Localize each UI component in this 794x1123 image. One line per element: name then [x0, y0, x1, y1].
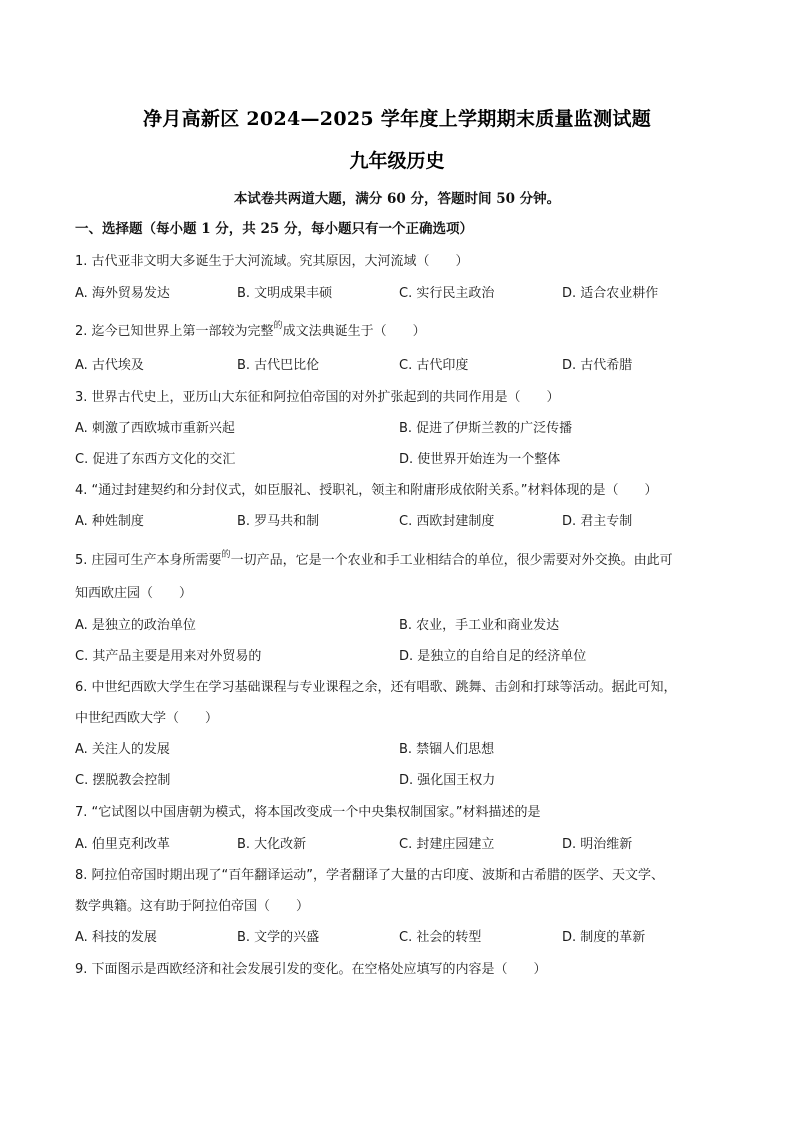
question-6-stem: 6. 中世纪西欧大学生在学习基础课程与专业课程之余，还有唱歌、跳舞、击剑和打球等活动。据此可知，	[75, 680, 677, 695]
question-7-stem: 7. “它试图以中国唐朝为模式，将本国改变成一个中央集权制国家。”材料描述的是	[75, 805, 541, 820]
question-3-option-d: D. 使世界开始连为一个整体	[399, 452, 561, 467]
question-5-option-a: A. 是独立的政治单位	[75, 618, 196, 633]
question-8-stem: 8. 阿拉伯帝国时期出现了“百年翻译运动”，学者翻译了大量的古印度、波斯和古希腊的医学、天文学、	[75, 868, 665, 883]
question-8-option-c: C. 社会的转型	[399, 930, 482, 945]
question-4-option-c: C. 西欧封建制度	[399, 514, 495, 529]
question-5-option-c: C. 其产品主要是用来对外贸易的	[75, 649, 262, 664]
question-1-option-c: C. 实行民主政治	[399, 286, 495, 301]
question-2-option-c: C. 古代印度	[399, 358, 469, 373]
exam-instructions: 本试卷共两道大题，满分 60 分，答题时间 50 分钟。	[233, 191, 561, 207]
question-4-option-a: A. 种姓制度	[75, 514, 144, 529]
question-4-option-d: D. 君主专制	[562, 514, 633, 529]
question-3-option-a: A. 刺激了西欧城市重新兴起	[75, 421, 235, 436]
question-5-stem-line2: 知西欧庄园（ ）	[75, 586, 193, 601]
question-1-option-d: D. 适合农业耕作	[562, 286, 659, 301]
question-1-option-b: B. 文明成果丰硕	[237, 286, 333, 301]
question-8-stem-line2: 数学典籍。这有助于阿拉伯帝国（ ）	[75, 899, 310, 914]
question-2-option-b: B. 古代巴比伦	[237, 358, 320, 373]
question-3-option-c: C. 促进了东西方文化的交汇	[75, 452, 236, 467]
question-7-option-b: B. 大化改新	[237, 837, 307, 852]
question-6-option-b: B. 禁锢人们思想	[399, 742, 495, 757]
question-6-option-c: C. 摆脱教会控制	[75, 773, 171, 788]
question-9-stem: 9. 下面图示是西欧经济和社会发展引发的变化。在空格处应填写的内容是（ ）	[75, 962, 547, 977]
question-7-option-c: C. 封建庄园建立	[399, 837, 495, 852]
question-6-stem-line2: 中世纪西欧大学（ ）	[75, 711, 219, 726]
exam-title: 净月高新区 2024—2025 学年度上学期期末质量监测试题	[143, 108, 651, 130]
question-4-stem: 4. “通过封建契约和分封仪式，如臣服礼、授职礼，领主和附庸形成依附关系。”材料体现的是（ ）	[75, 483, 658, 498]
question-2-stem	[75, 320, 426, 339]
question-6-option-d: D. 强化国王权力	[399, 773, 496, 788]
question-4-option-b: B. 罗马共和制	[237, 514, 320, 529]
question-6-option-a: A. 关注人的发展	[75, 742, 170, 757]
question-8-option-d: D. 制度的革新	[562, 930, 646, 945]
question-5-stem-part1: 5. 庄园可生产本身所需要	[75, 553, 222, 568]
question-1-option-a: A. 海外贸易发达	[75, 286, 170, 301]
section-heading: 一、选择题（每小题 1 分，共 25 分，每小题只有一个正确选项）	[75, 221, 473, 237]
question-5-stem-superscript: 的	[221, 550, 231, 560]
question-2-option-a: A. 古代埃及	[75, 358, 144, 373]
question-2-option-d: D. 古代希腊	[562, 358, 633, 373]
question-5-option-d: D. 是独立的自给自足的经济单位	[399, 649, 587, 664]
question-1-stem: 1. 古代亚非文明大多诞生于大河流域。究其原因，大河流域（ ）	[75, 254, 469, 269]
exam-subject: 九年级历史	[349, 150, 445, 172]
question-3-option-b: B. 促进了伊斯兰教的广泛传播	[399, 421, 573, 436]
question-8-option-a: A. 科技的发展	[75, 930, 157, 945]
question-5-option-b: B. 农业，手工业和商业发达	[399, 618, 560, 633]
question-2-stem-part1: 2. 迄今已知世界上第一部较为完整	[75, 324, 274, 339]
question-2-stem-superscript: 的	[273, 321, 283, 331]
question-2-stem-part2: 成文法典诞生于（ ）	[282, 324, 426, 339]
question-8-option-b: B. 文学的兴盛	[237, 930, 320, 945]
question-7-option-d: D. 明治维新	[562, 837, 633, 852]
question-5-stem	[75, 549, 673, 568]
question-5-stem-part2: 一切产品，它是一个农业和手工业相结合的单位，很少需要对外交换。由此可	[230, 553, 673, 568]
question-7-option-a: A. 伯里克利改革	[75, 837, 170, 852]
question-3-stem: 3. 世界古代史上，亚历山大东征和阿拉伯帝国的对外扩张起到的共同作用是（ ）	[75, 390, 560, 405]
